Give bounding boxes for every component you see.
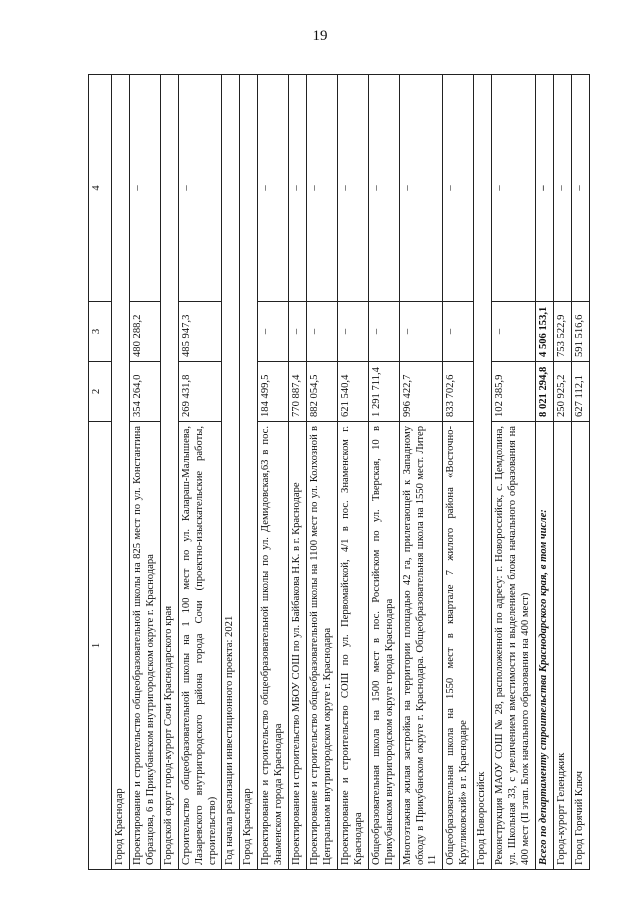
table-section-row: [240, 75, 258, 870]
table-row: [178, 75, 222, 870]
value-cell-col4: –: [178, 75, 222, 302]
value-cell-col2: 184 499,5: [258, 362, 289, 422]
page-number: 19: [312, 28, 328, 44]
value-cell-col2: 354 264,0: [129, 362, 160, 422]
value-cell-col3: –: [337, 302, 368, 362]
value-cell-col4: –: [571, 75, 589, 302]
column-header-3: 3: [89, 302, 112, 362]
table-section-row: [112, 75, 130, 870]
table-section-row: [160, 75, 178, 870]
table-total-row: [535, 75, 553, 870]
table-row: [399, 75, 443, 870]
table-row: [553, 75, 571, 870]
value-cell-col4: –: [399, 75, 443, 302]
column-header-4: 4: [89, 75, 112, 302]
description-cell: Проектирование и строительство СОШ по ул. Первомайской, 4/1 в пос. Знаменском г. Краснодара: [337, 422, 368, 870]
value-cell-col2: 1 291 711,4: [368, 362, 399, 422]
value-cell-col3: 591 516,6: [571, 302, 589, 362]
description-cell: Проектирование и строительство общеобразовательной школы на 825 мест по ул. Константина Образцова, 6 в Прикубанском внутригородском округе г. Краснодара: [129, 422, 160, 870]
value-cell-col4: –: [129, 75, 160, 302]
value-cell-col2: 250 925,2: [553, 362, 571, 422]
value-cell-col2: 102 385,9: [492, 362, 536, 422]
table-body: [112, 75, 590, 870]
table-row: [337, 75, 368, 870]
table-row: [368, 75, 399, 870]
value-cell-col2: 269 431,8: [178, 362, 222, 422]
value-cell-col3: –: [399, 302, 443, 362]
description-cell: Общеобразовательная школа на 1500 мест в пос. Российском по ул. Тверская, 10 в Прикубанском внутригородском округе города Краснодара: [368, 422, 399, 870]
table-row: [571, 75, 589, 870]
value-cell-col4: –: [492, 75, 536, 302]
value-cell-col4: –: [535, 75, 553, 302]
table-section-row: [474, 75, 492, 870]
description-cell: Реконструкция МАОУ СОШ № 28, расположенной по адресу: г. Новороссийск, с. Цемдолина, ул. Школьная 33, с увеличением вместимости и выделением блока начального образования на 400 мест (II этап. Блок начального образования на 400 мест): [492, 422, 536, 870]
description-cell: Проектирование и строительство общеобразовательной школы по ул. Демидовская,63 в пос. Знаменском города Краснодара: [258, 422, 289, 870]
description-cell: Город Горячий Ключ: [571, 422, 589, 870]
value-cell-col2: 833 702,6: [443, 362, 474, 422]
description-cell: Проектирование и строительство МБОУ СОШ по ул. Байбакова Н.К. в г. Краснодаре: [289, 422, 307, 870]
value-cell-col2: 770 887,4: [289, 362, 307, 422]
table-section-row: [222, 75, 240, 870]
description-cell: Проектирование и строительство общеобразовательной школы на 1100 мест по ул. Колхозной в Центральном внутригородском округе г. Краснодара: [307, 422, 338, 870]
section-title: Год начала реализации инвестиционного проекта: 2021: [222, 75, 240, 870]
table-row: [443, 75, 474, 870]
value-cell-col4: –: [307, 75, 338, 302]
value-cell-col3: –: [307, 302, 338, 362]
table-row: [289, 75, 307, 870]
value-cell-col3: –: [289, 302, 307, 362]
value-cell-col3: –: [492, 302, 536, 362]
description-cell: Всего по департаменту строительства Краснодарского края, в том числе:: [535, 422, 553, 870]
column-header-1: 1: [89, 422, 112, 870]
section-title: Город Новороссийск: [474, 75, 492, 870]
column-header-2: 2: [89, 362, 112, 422]
value-cell-col3: 485 947,3: [178, 302, 222, 362]
section-title: Городской округ город-курорт Сочи Краснодарского края: [160, 75, 178, 870]
table-row: [492, 75, 536, 870]
value-cell-col2: 621 540,4: [337, 362, 368, 422]
rotated-table-wrapper: [88, 75, 611, 870]
value-cell-col2: 8 021 294,8: [535, 362, 553, 422]
value-cell-col4: –: [289, 75, 307, 302]
description-cell: Многоэтажная жилая застройка на территории площадью 42 га, прилегающей к Западному обходу в Прикубанском округе г. Краснодара. Общеобразовательная школа на 1550 мест. Литер 11: [399, 422, 443, 870]
table-row: [129, 75, 160, 870]
section-title: Город Краснодар: [112, 75, 130, 870]
section-title: Город Краснодар: [240, 75, 258, 870]
table-row: [307, 75, 338, 870]
description-cell: Строительство общеобразовательной школы на 1 100 мест по ул. Калараш-Малышева, Лазаревского внутригородского района города Сочи (проектно-изыскательские работы, строительство): [178, 422, 222, 870]
value-cell-col4: –: [368, 75, 399, 302]
table-header-row: [89, 75, 112, 870]
value-cell-col3: –: [443, 302, 474, 362]
value-cell-col3: 480 288,2: [129, 302, 160, 362]
value-cell-col3: –: [368, 302, 399, 362]
value-cell-col2: 882 054,5: [307, 362, 338, 422]
value-cell-col3: 4 506 153,1: [535, 302, 553, 362]
table-row: [258, 75, 289, 870]
value-cell-col2: 996 422,7: [399, 362, 443, 422]
value-cell-col2: 627 112,1: [571, 362, 589, 422]
value-cell-col4: –: [443, 75, 474, 302]
value-cell-col4: –: [553, 75, 571, 302]
value-cell-col4: –: [337, 75, 368, 302]
value-cell-col3: 753 522,9: [553, 302, 571, 362]
value-cell-col4: –: [258, 75, 289, 302]
description-cell: Общеобразовательная школа на 1550 мест в квартале 7 жилого района «Восточно-Кругликовский» в г. Краснодаре: [443, 422, 474, 870]
budget-table: [88, 74, 590, 870]
description-cell: Город-курорт Геленджик: [553, 422, 571, 870]
value-cell-col3: –: [258, 302, 289, 362]
